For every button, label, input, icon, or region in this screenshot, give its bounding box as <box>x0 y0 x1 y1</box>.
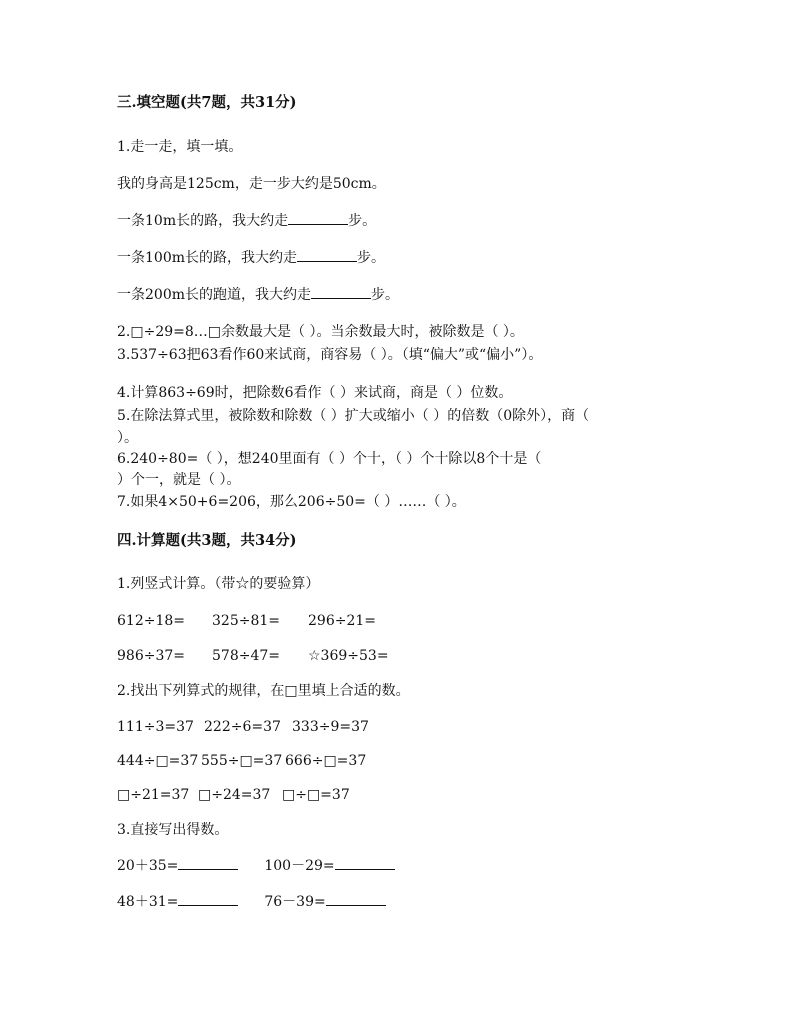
s4-q1-row-2 <box>117 647 389 665</box>
s4-q1-intro: 1.列竖式计算。（带☆的要验算） <box>117 576 320 592</box>
expression: □÷24=37 <box>198 787 271 803</box>
s3-q1-line-1-text: 一条10m长的路，我大约走 <box>117 213 289 229</box>
s3-q1-line-3 <box>117 286 399 304</box>
s3-q2: 2.□÷29=8…□余数最大是（ ）。当余数最大时，被除数是（ ）。 <box>117 324 524 340</box>
s3-q7: 7.如果4×50+6=206，那么206÷50=（ ）……（ ）。 <box>117 494 466 510</box>
answer-blank[interactable] <box>178 904 238 906</box>
s3-q4: 4.计算863÷69时，把除数6看作（ ）来试商，商是（ ）位数。 <box>117 385 513 401</box>
s3-q1-line-3-text: 一条200m长的跑道，我大约走 <box>117 287 311 303</box>
expression: 76－39= <box>264 894 326 910</box>
expression: 48＋31= <box>117 894 179 910</box>
s3-q1-line-1 <box>117 212 376 230</box>
s3-q1-line-2 <box>117 249 385 267</box>
answer-blank[interactable] <box>311 297 371 299</box>
section4-title: 四.计算题(共3题，共34分) <box>117 532 297 549</box>
s4-q2-row-2 <box>117 752 366 770</box>
answer-blank[interactable] <box>335 868 395 870</box>
s4-q2-row-1 <box>117 718 369 736</box>
answer-blank[interactable] <box>297 260 357 262</box>
expression: □÷21=37 <box>117 787 190 803</box>
expression: 111÷3=37 <box>117 719 194 735</box>
expression: 986÷37= <box>117 648 185 664</box>
expression: 612÷18= <box>117 613 185 629</box>
s3-q1-line-3-unit: 步。 <box>371 287 399 303</box>
expression: 100－29= <box>264 858 335 874</box>
expression: 666÷□=37 <box>285 753 367 769</box>
s3-q6-line-1: 6.240÷80=（ ），想240里面有（ ）个十，（ ）个十除以8个十是（ <box>117 451 542 467</box>
s4-q3-row-1 <box>117 857 395 875</box>
expression: 325÷81= <box>212 613 280 629</box>
expression: 444÷□=37 <box>117 753 199 769</box>
section3-title: 三.填空题(共7题，共31分) <box>117 94 297 111</box>
s3-q1-line-1-unit: 步。 <box>348 213 377 229</box>
expression: 578÷47= <box>212 648 280 664</box>
s4-q2-row-3 <box>117 786 350 804</box>
expression: □÷□=37 <box>282 787 350 803</box>
answer-blank[interactable] <box>288 223 348 225</box>
expression: 555÷□=37 <box>201 753 283 769</box>
s4-q1-row-1 <box>117 612 376 630</box>
expression: 222÷6=37 <box>204 719 281 735</box>
s4-q2-intro: 2.找出下列算式的规律，在□里填上合适的数。 <box>117 683 410 699</box>
s3-q1-line-2-text: 一条100m长的路，我大约走 <box>117 250 297 266</box>
s4-q3-row-2 <box>117 893 386 911</box>
expression: 20＋35= <box>117 858 179 874</box>
s3-q5-line-2: ）。 <box>117 430 138 446</box>
s3-q5-line-1: 5.在除法算式里，被除数和除数（ ）扩大或缩小（ ）的倍数（0除外），商（ <box>117 408 590 424</box>
s3-q1-intro: 1.走一走，填一填。 <box>117 139 243 155</box>
expression: 333÷9=37 <box>292 719 369 735</box>
expression: 296÷21= <box>308 613 376 629</box>
answer-blank[interactable] <box>178 868 238 870</box>
s3-q6-line-2: ）个一，就是（ ）。 <box>117 472 241 488</box>
s3-q1-line-2-unit: 步。 <box>357 250 385 266</box>
answer-blank[interactable] <box>326 904 386 906</box>
s4-q3-intro: 3.直接写出得数。 <box>117 822 229 838</box>
s3-q1-info: 我的身高是125cm，走一步大约是50cm。 <box>117 176 386 192</box>
expression: ☆369÷53= <box>308 648 389 664</box>
s3-q3: 3.537÷63把63看作60来试商，商容易（ ）。（填“偏大”或“偏小”）。 <box>117 347 543 363</box>
